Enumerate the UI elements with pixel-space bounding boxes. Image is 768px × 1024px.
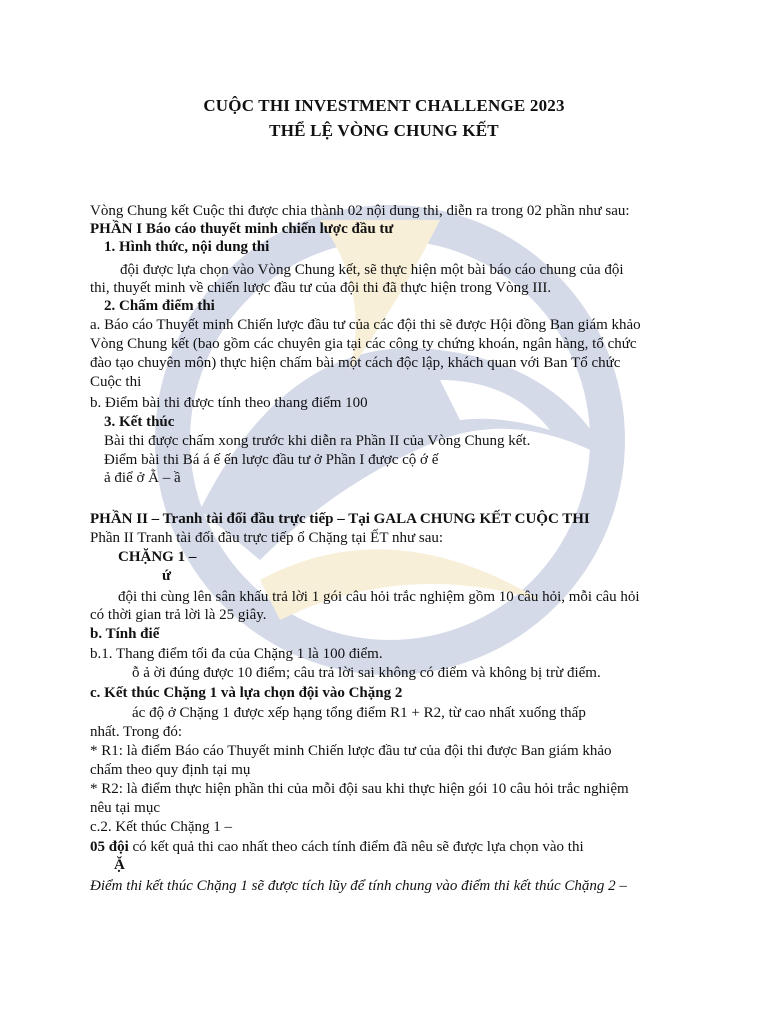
c2-bold-count: 05 đội [90,839,129,855]
part2-heading: PHẦN II – Tranh tài đối đầu trực tiếp – Tại GALA CHUNG KẾT CUỘC THI [90,511,590,527]
p1-section2-line: Cuộc thi [90,374,142,390]
p1-section2-line: a. Báo cáo Thuyết minh Chiến lược đầu tư của các đội thi sẽ được Hội đồng Ban giám khảo [90,317,641,333]
p1-section2-heading: 2. Chấm điểm thi [104,298,215,314]
part1-heading: PHẦN I Báo cáo thuyết minh chiến lược đầu tư [90,221,394,237]
p1-section3-line: Bài thi được chấm xong trước khi diễn ra Phần II của Vòng Chung kết. [104,433,531,449]
part2-line: Phần II Tranh tài đối đầu trực tiếp ổ Chặng tại ẾT như sau: [90,530,444,546]
p1-section1-line: thi, thuyết minh về chiến lược đầu tư của đội thi đã thực hiện trong Vòng III. [90,280,552,296]
stage1-line: có thời gian trả lời là 25 giây. [90,607,267,623]
c-r2-line: * R2: là điểm thực hiện phần thi của mỗi đội sau khi thực hiện gói 10 câu hỏi trắc nghiệm [90,781,629,797]
p1-section3-line: Điểm bài thi Bá á ế ến lược đầu tư ở Phần I được cộ ớ ế [104,452,439,468]
p1-section3-line: ả điể ở Ằ – ầ [104,470,181,486]
p1-section2-line: đào tạo chuyên môn) thực hiện chấm bài một cách độc lập, khách quan với Ban Tổ chức [90,355,621,371]
c-line: ác độ ở Chặng 1 được xếp hạng tổng điểm R1 + R2, từ cao nhất xuống thấp [132,705,586,721]
p1-section1-heading: 1. Hình thức, nội dung thi [104,239,270,255]
b2-line: ỗ ả ời đúng được 10 điểm; câu trả lời sai không có điểm và không bị trừ điểm. [132,665,601,681]
c2-selection-line [90,838,584,856]
document-title: CUỘC THI INVESTMENT CHALLENGE 2023 [203,96,565,115]
p1-section1-line: đội được lựa chọn vào Vòng Chung kết, sẽ thực hiện một bài báo cáo chung của đội [120,262,624,278]
stage1-heading: CHẶNG 1 – [118,549,197,565]
c-line: nhất. Trong đó: [90,724,183,740]
c-r1-line: chấm theo quy định tại mụ [90,762,251,778]
stage1-line: đội thi cùng lên sân khấu trả lời 1 gói câu hỏi trắc nghiệm gồm 10 câu hỏi, mỗi câu hỏi [118,589,640,605]
c-r1-line: * R1: là điểm Báo cáo Thuyết minh Chiến lược đầu tư của đội thi được Ban giám khảo [90,743,612,759]
p1-section2-line: Vòng Chung kết (bao gồm các chuyên gia tại các công ty chứng khoán, ngân hàng, tổ chức [90,336,637,352]
intro-paragraph: Vòng Chung kết Cuộc thi được chia thành 02 nội dung thi, diễn ra trong 02 phần như sau: [90,203,630,219]
c2-sub: Ặ [114,857,125,873]
c-r2-line: nêu tại mục [90,800,160,816]
b-heading: b. Tính điể [90,626,160,642]
stage1-subheading: ứ [162,568,172,584]
b1-line: b.1. Thang điểm tối đa của Chặng 1 là 100 điểm. [90,646,383,662]
p1-section3-heading: 3. Kết thúc [104,414,175,430]
p1-section2-line: b. Điểm bài thi được tính theo thang điểm 100 [90,395,368,411]
c2-line: c.2. Kết thúc Chặng 1 – [90,819,233,835]
c2-rest: có kết quả thi cao nhất theo cách tính điểm đã nêu sẽ được lựa chọn vào thi [128,839,584,855]
italic-note: Điểm thi kết thúc Chặng 1 sẽ được tích lũy để tính chung vào điểm thi kết thúc Chặng 2 – [90,878,627,894]
document-subtitle: THỂ LỆ VÒNG CHUNG KẾT [269,121,499,140]
c-heading: c. Kết thúc Chặng 1 và lựa chọn đội vào Chặng 2 [90,685,403,701]
